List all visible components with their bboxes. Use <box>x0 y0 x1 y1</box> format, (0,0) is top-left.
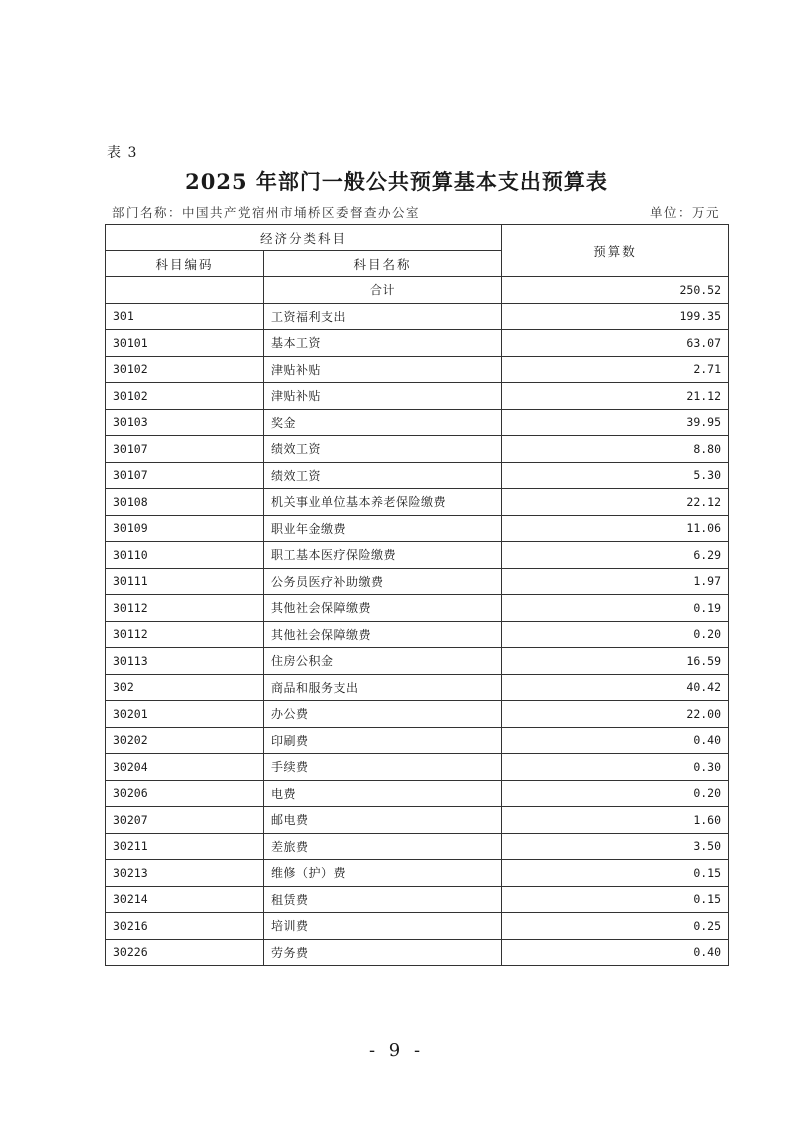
budget-amount-cell: 5.30 <box>502 462 729 489</box>
budget-amount-cell: 0.25 <box>502 913 729 940</box>
subject-name-cell: 基本工资 <box>264 330 502 357</box>
table-row <box>106 356 729 383</box>
subject-name-cell: 电费 <box>264 780 502 807</box>
subject-name-cell: 租赁费 <box>264 886 502 913</box>
subject-code-cell: 30216 <box>106 913 264 940</box>
subject-name-cell: 邮电费 <box>264 807 502 834</box>
subject-name-cell: 工资福利支出 <box>264 303 502 330</box>
page-number: - 9 - <box>368 1040 425 1061</box>
budget-table <box>105 224 729 966</box>
subject-name-cell: 绩效工资 <box>264 436 502 463</box>
table-row <box>106 701 729 728</box>
table-row <box>106 542 729 569</box>
subject-name-cell: 住房公积金 <box>264 648 502 675</box>
total-row <box>106 277 729 304</box>
subject-code-cell: 30207 <box>106 807 264 834</box>
budget-amount-cell: 16.59 <box>502 648 729 675</box>
table-row <box>106 409 729 436</box>
subject-code-cell: 30226 <box>106 939 264 966</box>
subject-name-cell: 职业年金缴费 <box>264 515 502 542</box>
budget-amount-cell: 1.60 <box>502 807 729 834</box>
budget-amount-cell: 8.80 <box>502 436 729 463</box>
budget-amount-cell: 2.71 <box>502 356 729 383</box>
subject-name-cell: 公务员医疗补助缴费 <box>264 568 502 595</box>
subject-code-cell: 30112 <box>106 621 264 648</box>
table-row <box>106 383 729 410</box>
budget-amount-cell: 22.12 <box>502 489 729 516</box>
budget-amount-cell: 0.30 <box>502 754 729 781</box>
subject-code-cell: 30107 <box>106 436 264 463</box>
budget-amount-cell: 0.40 <box>502 939 729 966</box>
subject-name-cell: 手续费 <box>264 754 502 781</box>
table-row <box>106 648 729 675</box>
table-row <box>106 674 729 701</box>
subject-name-cell: 办公费 <box>264 701 502 728</box>
table-row <box>106 939 729 966</box>
budget-amount-cell: 0.15 <box>502 860 729 887</box>
subject-code-cell: 302 <box>106 674 264 701</box>
subject-code-cell: 30204 <box>106 754 264 781</box>
table-row <box>106 515 729 542</box>
subject-code-cell: 30113 <box>106 648 264 675</box>
total-label-cell: 合计 <box>264 277 502 304</box>
subject-code-cell: 30211 <box>106 833 264 860</box>
budget-amount-cell: 0.19 <box>502 595 729 622</box>
subject-code-cell: 30201 <box>106 701 264 728</box>
total-code-cell <box>106 277 264 304</box>
subject-name-cell: 津贴补贴 <box>264 356 502 383</box>
budget-amount-cell: 3.50 <box>502 833 729 860</box>
subject-name-cell: 机关事业单位基本养老保险缴费 <box>264 489 502 516</box>
table-body <box>106 277 729 966</box>
subject-name-cell: 印刷费 <box>264 727 502 754</box>
subject-code-cell: 301 <box>106 303 264 330</box>
budget-amount-cell: 40.42 <box>502 674 729 701</box>
budget-amount-cell: 21.12 <box>502 383 729 410</box>
subject-code-cell: 30214 <box>106 886 264 913</box>
subject-code-cell: 30112 <box>106 595 264 622</box>
budget-amount-cell: 0.20 <box>502 621 729 648</box>
budget-amount-cell: 11.06 <box>502 515 729 542</box>
table-row <box>106 754 729 781</box>
budget-amount-cell: 1.97 <box>502 568 729 595</box>
table-row <box>106 807 729 834</box>
page-title: 2025 年部门一般公共预算基本支出预算表 <box>185 169 608 194</box>
economic-classification-header: 经济分类科目 <box>106 225 502 251</box>
subject-name-cell: 劳务费 <box>264 939 502 966</box>
subject-code-cell: 30206 <box>106 780 264 807</box>
table-row <box>106 886 729 913</box>
table-row <box>106 860 729 887</box>
subject-code-cell: 30109 <box>106 515 264 542</box>
table-row <box>106 436 729 463</box>
table-label: 表 3 <box>107 145 138 161</box>
table-row <box>106 621 729 648</box>
budget-amount-cell: 0.20 <box>502 780 729 807</box>
table-row <box>106 913 729 940</box>
subject-name-cell: 商品和服务支出 <box>264 674 502 701</box>
table-row <box>106 303 729 330</box>
table-row <box>106 833 729 860</box>
budget-amount-cell: 6.29 <box>502 542 729 569</box>
subject-code-cell: 30108 <box>106 489 264 516</box>
table-row <box>106 568 729 595</box>
subject-name-cell: 差旅费 <box>264 833 502 860</box>
subject-name-cell: 绩效工资 <box>264 462 502 489</box>
subject-code-cell: 30202 <box>106 727 264 754</box>
unit-label: 单位：万元 <box>649 205 720 220</box>
subject-code-cell: 30213 <box>106 860 264 887</box>
subject-name-cell: 职工基本医疗保险缴费 <box>264 542 502 569</box>
budget-amount-cell: 0.40 <box>502 727 729 754</box>
subject-code-cell: 30101 <box>106 330 264 357</box>
subject-name-cell: 奖金 <box>264 409 502 436</box>
header-row-group <box>106 225 729 251</box>
subject-name-header: 科目名称 <box>264 251 502 277</box>
table-row <box>106 330 729 357</box>
budget-amount-cell: 63.07 <box>502 330 729 357</box>
budget-amount-cell: 39.95 <box>502 409 729 436</box>
budget-amount-cell: 22.00 <box>502 701 729 728</box>
budget-amount-header: 预算数 <box>502 225 729 277</box>
subject-code-cell: 30111 <box>106 568 264 595</box>
subject-name-cell: 维修（护）费 <box>264 860 502 887</box>
subject-code-cell: 30102 <box>106 356 264 383</box>
subject-name-cell: 其他社会保障缴费 <box>264 621 502 648</box>
table-row <box>106 595 729 622</box>
department-name: 部门名称：中国共产党宿州市埇桥区委督查办公室 <box>112 205 421 220</box>
subject-code-cell: 30103 <box>106 409 264 436</box>
subject-name-cell: 培训费 <box>264 913 502 940</box>
subject-code-cell: 30107 <box>106 462 264 489</box>
budget-amount-cell: 0.15 <box>502 886 729 913</box>
subject-name-cell: 津贴补贴 <box>264 383 502 410</box>
subject-code-header: 科目编码 <box>106 251 264 277</box>
table-row <box>106 727 729 754</box>
table-row <box>106 780 729 807</box>
budget-amount-cell: 199.35 <box>502 303 729 330</box>
subject-code-cell: 30102 <box>106 383 264 410</box>
subject-name-cell: 其他社会保障缴费 <box>264 595 502 622</box>
table-row <box>106 489 729 516</box>
total-amount-cell: 250.52 <box>502 277 729 304</box>
table-row <box>106 462 729 489</box>
subject-code-cell: 30110 <box>106 542 264 569</box>
